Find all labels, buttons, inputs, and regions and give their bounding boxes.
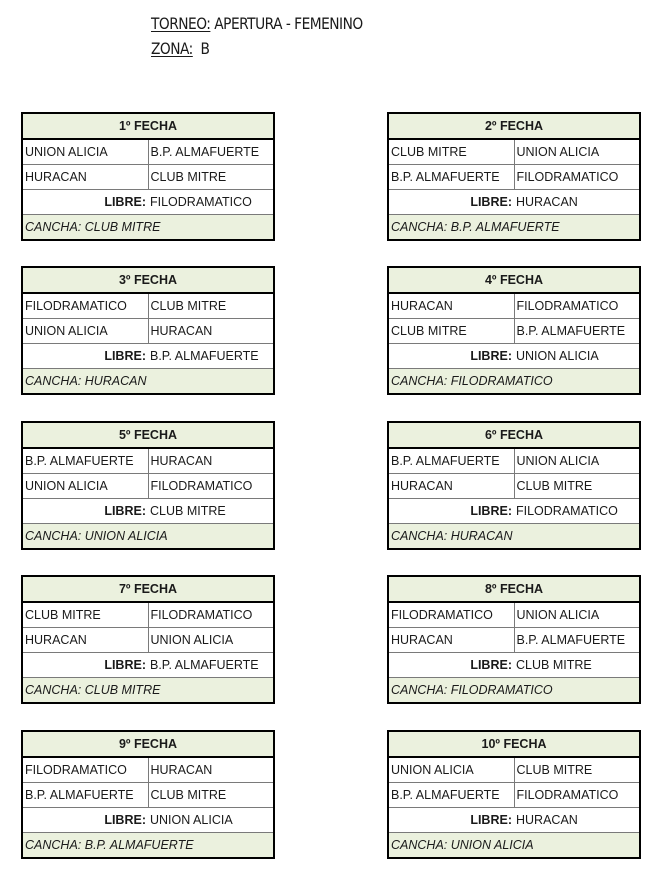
zona-line bbox=[151, 36, 363, 61]
away-team: UNION ALICIA bbox=[516, 608, 600, 622]
cancha-row: CANCHA: HURACAN bbox=[389, 524, 639, 548]
cancha-row: CANCHA: FILODRAMATICO bbox=[389, 369, 639, 393]
libre-row bbox=[23, 190, 273, 215]
libre-row bbox=[389, 808, 639, 833]
libre-team: UNION ALICIA bbox=[516, 349, 599, 363]
fecha-title: 1º FECHA bbox=[23, 114, 273, 140]
match-row bbox=[389, 319, 639, 344]
libre-team: FILODRAMATICO bbox=[150, 195, 252, 209]
home-team: CLUB MITRE bbox=[389, 319, 515, 343]
away-team: UNION ALICIA bbox=[150, 633, 234, 647]
cancha-row: CANCHA: CLUB MITRE bbox=[23, 678, 273, 702]
fecha-title: 8º FECHA bbox=[389, 577, 639, 603]
match-row bbox=[389, 140, 639, 165]
fecha-card-1 bbox=[21, 112, 275, 241]
libre-label: LIBRE: bbox=[470, 504, 512, 518]
libre-label: LIBRE: bbox=[104, 813, 146, 827]
fecha-title: 3º FECHA bbox=[23, 268, 273, 294]
match-row bbox=[23, 783, 273, 808]
away-team: FILODRAMATICO bbox=[516, 299, 619, 313]
match-row bbox=[389, 165, 639, 190]
away-team: HURACAN bbox=[150, 454, 213, 468]
fecha-card-8 bbox=[387, 575, 641, 704]
home-team: FILODRAMATICO bbox=[23, 758, 149, 782]
match-row bbox=[23, 449, 273, 474]
libre-label: LIBRE: bbox=[470, 658, 512, 672]
home-team: B.P. ALMAFUERTE bbox=[23, 449, 149, 473]
fecha-title: 7º FECHA bbox=[23, 577, 273, 603]
libre-label: LIBRE: bbox=[470, 195, 512, 209]
away-team: CLUB MITRE bbox=[516, 763, 593, 777]
away-team: UNION ALICIA bbox=[516, 145, 600, 159]
home-team: HURACAN bbox=[389, 474, 515, 498]
libre-team: B.P. ALMAFUERTE bbox=[150, 658, 259, 672]
libre-team: FILODRAMATICO bbox=[516, 504, 618, 518]
fecha-title: 2º FECHA bbox=[389, 114, 639, 140]
home-team: UNION ALICIA bbox=[389, 758, 515, 782]
libre-label: LIBRE: bbox=[104, 658, 146, 672]
fecha-card-7 bbox=[21, 575, 275, 704]
libre-label: LIBRE: bbox=[104, 504, 146, 518]
away-team: B.P. ALMAFUERTE bbox=[516, 324, 626, 338]
away-team: FILODRAMATICO bbox=[150, 479, 253, 493]
document-header bbox=[151, 11, 363, 61]
home-team: FILODRAMATICO bbox=[23, 294, 149, 318]
match-row bbox=[23, 628, 273, 653]
match-row bbox=[389, 449, 639, 474]
fecha-title: 6º FECHA bbox=[389, 423, 639, 449]
libre-team: B.P. ALMAFUERTE bbox=[150, 349, 259, 363]
home-team: CLUB MITRE bbox=[23, 603, 149, 627]
home-team: B.P. ALMAFUERTE bbox=[389, 783, 515, 807]
cancha-row: CANCHA: HURACAN bbox=[23, 369, 273, 393]
libre-label: LIBRE: bbox=[104, 349, 146, 363]
match-row bbox=[23, 603, 273, 628]
home-team: CLUB MITRE bbox=[389, 140, 515, 164]
match-row bbox=[389, 628, 639, 653]
zona-value: B bbox=[200, 39, 210, 58]
libre-team: CLUB MITRE bbox=[516, 658, 592, 672]
libre-label: LIBRE: bbox=[470, 349, 512, 363]
cancha-row: CANCHA: FILODRAMATICO bbox=[389, 678, 639, 702]
match-row bbox=[389, 603, 639, 628]
away-team: UNION ALICIA bbox=[516, 454, 600, 468]
libre-team: CLUB MITRE bbox=[150, 504, 226, 518]
fecha-card-6 bbox=[387, 421, 641, 550]
home-team: UNION ALICIA bbox=[23, 140, 149, 164]
fecha-card-5 bbox=[21, 421, 275, 550]
libre-team: HURACAN bbox=[516, 195, 578, 209]
libre-team: HURACAN bbox=[516, 813, 578, 827]
libre-label: LIBRE: bbox=[470, 813, 512, 827]
away-team: HURACAN bbox=[150, 324, 213, 338]
fecha-card-3 bbox=[21, 266, 275, 395]
libre-team: UNION ALICIA bbox=[150, 813, 233, 827]
torneo-label: TORNEO: bbox=[151, 14, 211, 33]
home-team: HURACAN bbox=[389, 294, 515, 318]
libre-row bbox=[23, 344, 273, 369]
home-team: FILODRAMATICO bbox=[389, 603, 515, 627]
home-team: UNION ALICIA bbox=[23, 474, 149, 498]
libre-row bbox=[389, 190, 639, 215]
match-row bbox=[389, 294, 639, 319]
fecha-title: 9º FECHA bbox=[23, 732, 273, 758]
torneo-line bbox=[151, 11, 363, 36]
libre-row bbox=[389, 344, 639, 369]
libre-row bbox=[23, 653, 273, 678]
fecha-card-4 bbox=[387, 266, 641, 395]
home-team: HURACAN bbox=[23, 165, 149, 189]
home-team: HURACAN bbox=[389, 628, 515, 652]
match-row bbox=[389, 758, 639, 783]
match-row bbox=[23, 319, 273, 344]
libre-row bbox=[389, 653, 639, 678]
libre-row bbox=[23, 499, 273, 524]
cancha-row: CANCHA: UNION ALICIA bbox=[389, 833, 639, 857]
cancha-row: CANCHA: CLUB MITRE bbox=[23, 215, 273, 239]
fecha-title: 5º FECHA bbox=[23, 423, 273, 449]
home-team: HURACAN bbox=[23, 628, 149, 652]
cancha-row: CANCHA: B.P. ALMAFUERTE bbox=[389, 215, 639, 239]
zona-label: ZONA: bbox=[151, 39, 193, 58]
torneo-value: APERTURA - FEMENINO bbox=[214, 14, 363, 33]
away-team: FILODRAMATICO bbox=[516, 170, 619, 184]
match-row bbox=[23, 140, 273, 165]
away-team: CLUB MITRE bbox=[516, 479, 593, 493]
libre-row bbox=[23, 808, 273, 833]
match-row bbox=[389, 783, 639, 808]
home-team: UNION ALICIA bbox=[23, 319, 149, 343]
match-row bbox=[23, 294, 273, 319]
fecha-card-10 bbox=[387, 730, 641, 859]
match-row bbox=[23, 474, 273, 499]
home-team: B.P. ALMAFUERTE bbox=[389, 165, 515, 189]
away-team: B.P. ALMAFUERTE bbox=[150, 145, 260, 159]
match-row bbox=[389, 474, 639, 499]
away-team: CLUB MITRE bbox=[150, 788, 227, 802]
libre-row bbox=[389, 499, 639, 524]
away-team: FILODRAMATICO bbox=[516, 788, 619, 802]
home-team: B.P. ALMAFUERTE bbox=[389, 449, 515, 473]
away-team: CLUB MITRE bbox=[150, 170, 227, 184]
home-team: B.P. ALMAFUERTE bbox=[23, 783, 149, 807]
fecha-card-9 bbox=[21, 730, 275, 859]
fecha-card-2 bbox=[387, 112, 641, 241]
away-team: HURACAN bbox=[150, 763, 213, 777]
match-row bbox=[23, 165, 273, 190]
cancha-row: CANCHA: UNION ALICIA bbox=[23, 524, 273, 548]
match-row bbox=[23, 758, 273, 783]
fecha-title: 4º FECHA bbox=[389, 268, 639, 294]
away-team: FILODRAMATICO bbox=[150, 608, 253, 622]
fecha-title: 10º FECHA bbox=[389, 732, 639, 758]
away-team: CLUB MITRE bbox=[150, 299, 227, 313]
cancha-row: CANCHA: B.P. ALMAFUERTE bbox=[23, 833, 273, 857]
libre-label: LIBRE: bbox=[104, 195, 146, 209]
away-team: B.P. ALMAFUERTE bbox=[516, 633, 626, 647]
